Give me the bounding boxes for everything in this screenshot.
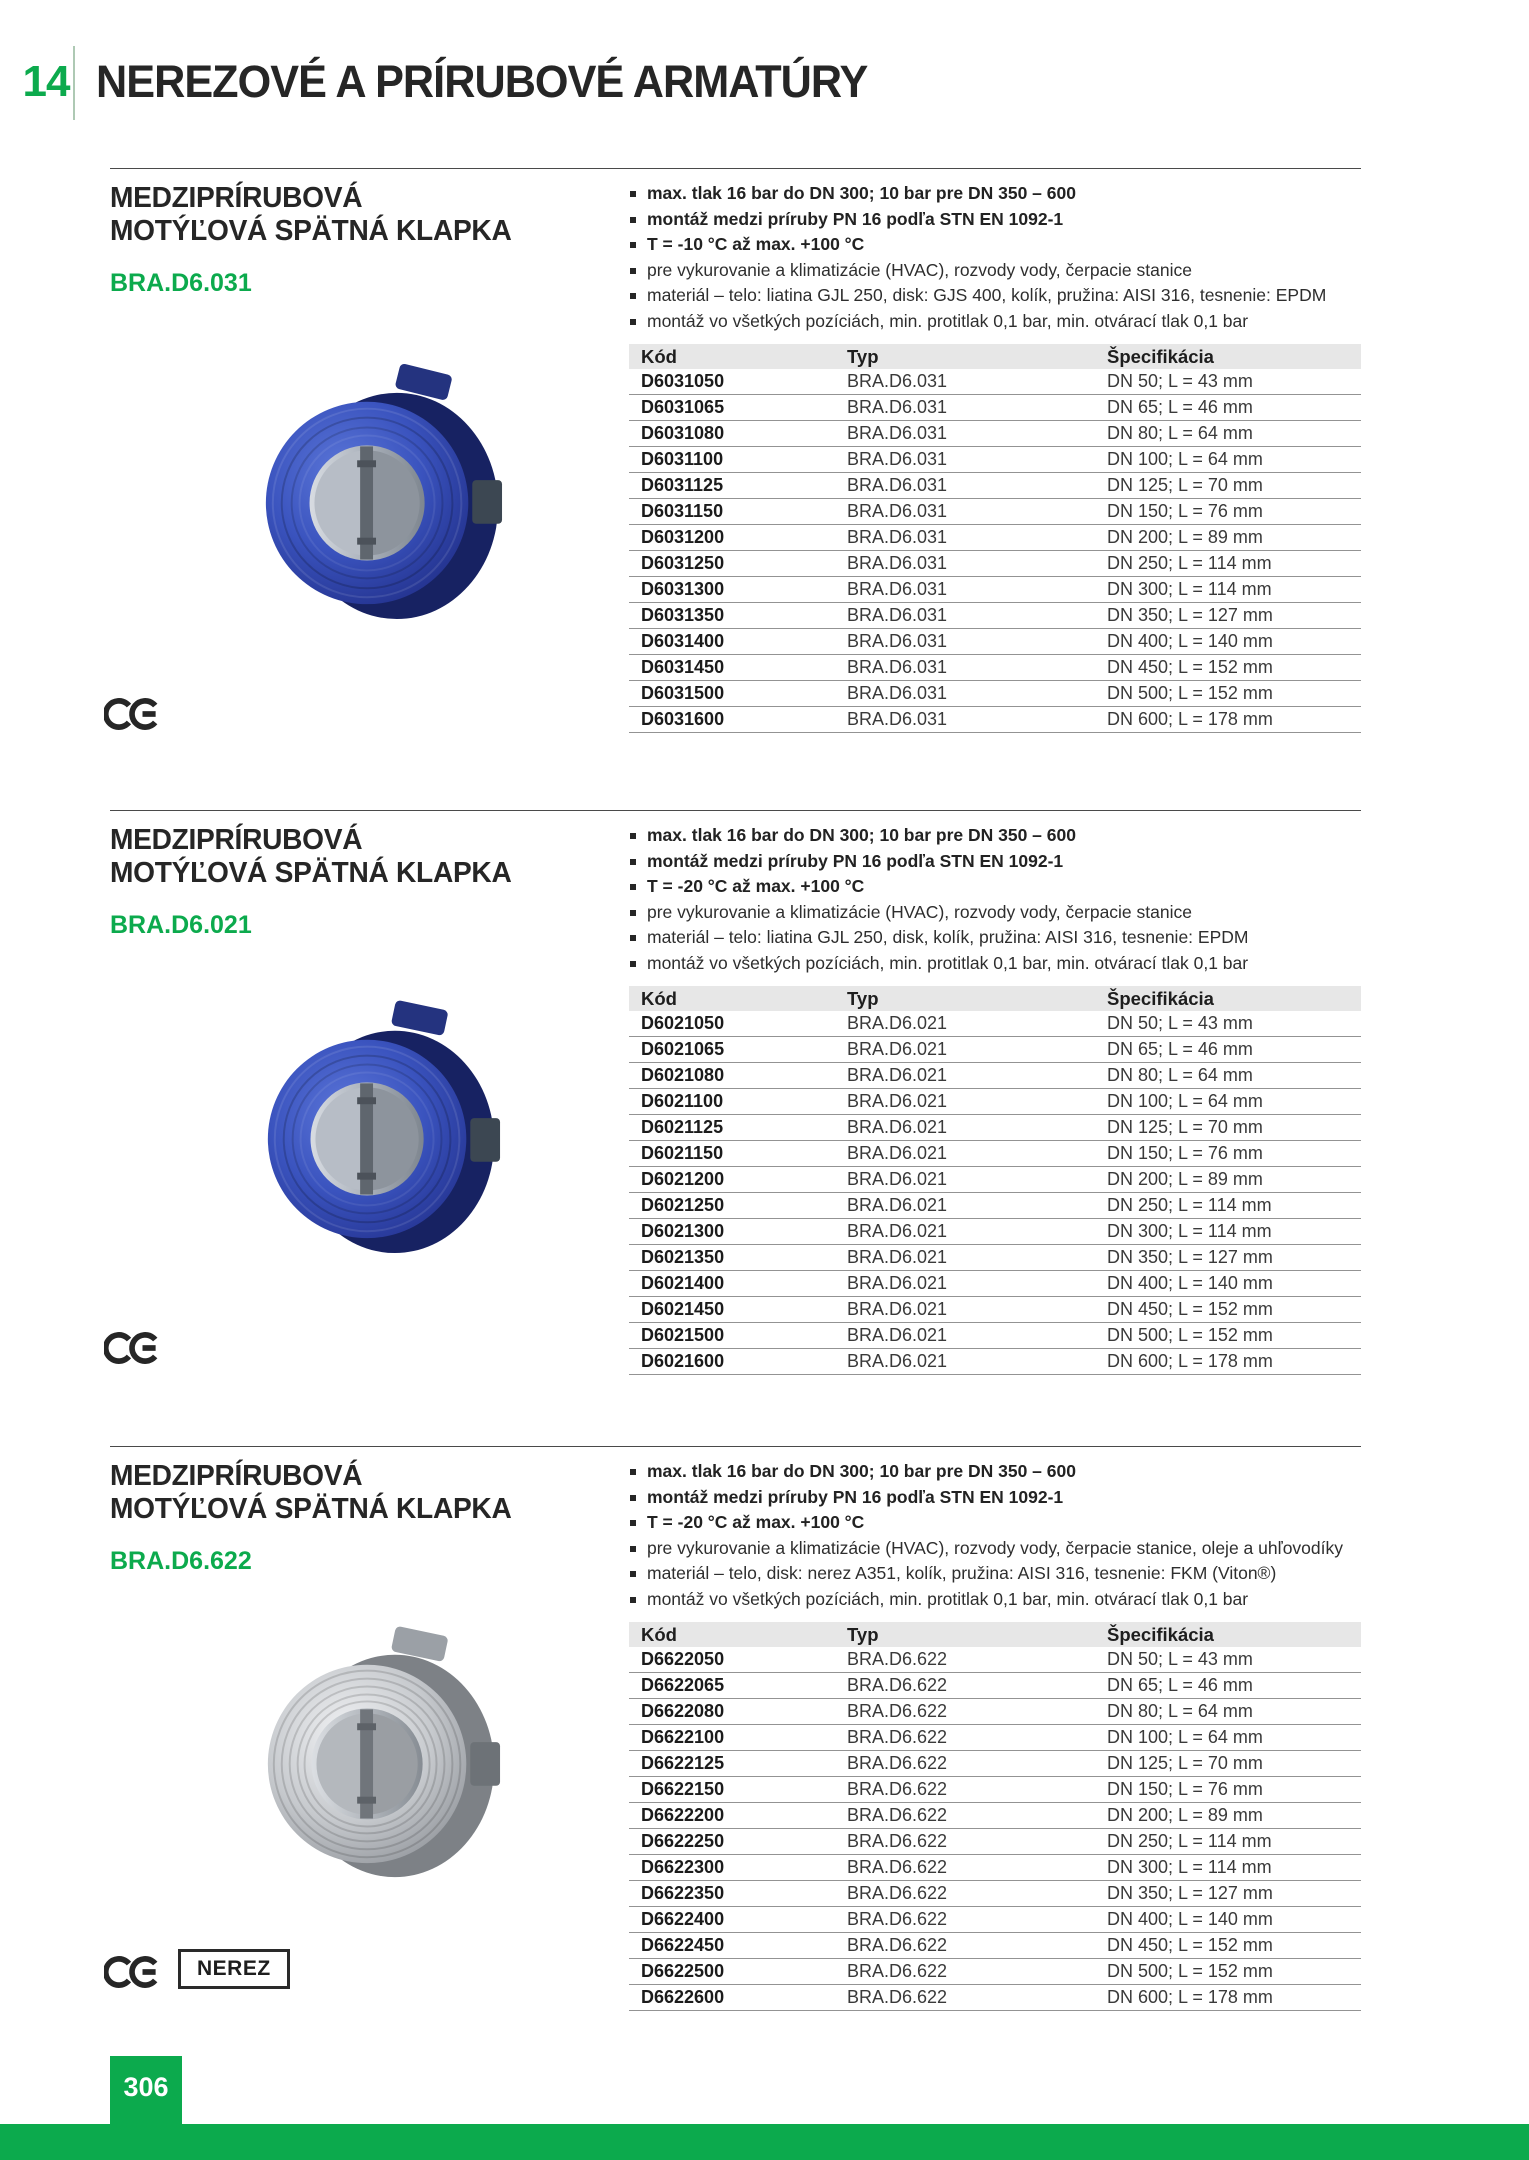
cell-specifikacia: DN 200; L = 89 mm (1107, 1167, 1361, 1193)
nerez-badge: NEREZ (178, 1949, 290, 1989)
cell-kod: D6021100 (629, 1089, 847, 1115)
cell-typ: BRA.D6.031 (847, 369, 1107, 395)
col-header-specifikacia: Špecifikácia (1107, 344, 1361, 369)
cell-kod: D6031050 (629, 369, 847, 395)
table-row (629, 655, 1361, 681)
product-title-line1: MEDZIPRÍRUBOVÁ (110, 824, 363, 856)
product-title-line2: MOTÝĽOVÁ SPÄTNÁ KLAPKA (110, 215, 512, 247)
cell-typ: BRA.D6.031 (847, 603, 1107, 629)
cell-specifikacia: DN 600; L = 178 mm (1107, 707, 1361, 733)
cell-typ: BRA.D6.021 (847, 1115, 1107, 1141)
cell-specifikacia: DN 450; L = 152 mm (1107, 1297, 1361, 1323)
cell-typ: BRA.D6.622 (847, 1907, 1107, 1933)
spec-bullet: montáž medzi príruby PN 16 podľa STN EN 1092-1 (647, 849, 1377, 875)
table-row (629, 1349, 1361, 1375)
product-section-2 (0, 810, 1529, 1446)
cell-typ: BRA.D6.622 (847, 1855, 1107, 1881)
cell-specifikacia: DN 450; L = 152 mm (1107, 1933, 1361, 1959)
spec-bullet: montáž medzi príruby PN 16 podľa STN EN 1092-1 (647, 1485, 1377, 1511)
cell-typ: BRA.D6.031 (847, 499, 1107, 525)
cell-specifikacia: DN 600; L = 178 mm (1107, 1985, 1361, 2011)
cell-typ: BRA.D6.021 (847, 1037, 1107, 1063)
product-title-line1: MEDZIPRÍRUBOVÁ (110, 182, 363, 214)
cell-kod: D6021300 (629, 1219, 847, 1245)
spec-bullet: materiál – telo: liatina GJL 250, disk, kolík, pružina: AISI 316, tesnenie: EPDM (647, 925, 1377, 951)
table-row (629, 499, 1361, 525)
cell-kod: D6031125 (629, 473, 847, 499)
cell-specifikacia: DN 80; L = 64 mm (1107, 421, 1361, 447)
cell-specifikacia: DN 250; L = 114 mm (1107, 551, 1361, 577)
cell-specifikacia: DN 65; L = 46 mm (1107, 1673, 1361, 1699)
table-row (629, 1011, 1361, 1037)
section-divider (110, 1446, 1361, 1447)
cell-specifikacia: DN 150; L = 76 mm (1107, 1141, 1361, 1167)
product-code: BRA.D6.622 (110, 1547, 252, 1575)
cell-specifikacia: DN 250; L = 114 mm (1107, 1193, 1361, 1219)
table-row (629, 1855, 1361, 1881)
table-row (629, 577, 1361, 603)
spec-bullet: materiál – telo: liatina GJL 250, disk: GJS 400, kolík, pružina: AISI 316, tesnenie: EPDM (647, 283, 1377, 309)
cell-specifikacia: DN 400; L = 140 mm (1107, 1907, 1361, 1933)
cell-typ: BRA.D6.031 (847, 681, 1107, 707)
cell-specifikacia: DN 500; L = 152 mm (1107, 681, 1361, 707)
cell-specifikacia: DN 100; L = 64 mm (1107, 1725, 1361, 1751)
table-header-row (629, 986, 1361, 1011)
col-header-kod: Kód (629, 1622, 847, 1647)
cell-specifikacia: DN 300; L = 114 mm (1107, 1855, 1361, 1881)
cell-kod: D6622050 (629, 1647, 847, 1673)
cell-typ: BRA.D6.021 (847, 1297, 1107, 1323)
product-table (629, 1622, 1361, 2011)
table-row (629, 1699, 1361, 1725)
cell-typ: BRA.D6.622 (847, 1751, 1107, 1777)
cell-kod: D6021050 (629, 1011, 847, 1037)
cell-kod: D6021600 (629, 1349, 847, 1375)
spec-bullet: max. tlak 16 bar do DN 300; 10 bar pre DN 350 – 600 (647, 1459, 1377, 1485)
table-row (629, 1933, 1361, 1959)
spec-bullet-list (629, 181, 1377, 335)
cell-kod: D6622450 (629, 1933, 847, 1959)
cell-kod: D6031300 (629, 577, 847, 603)
cell-specifikacia: DN 150; L = 76 mm (1107, 1777, 1361, 1803)
cell-specifikacia: DN 80; L = 64 mm (1107, 1063, 1361, 1089)
spec-bullet: pre vykurovanie a klimatizácie (HVAC), rozvody vody, čerpacie stanice (647, 258, 1377, 284)
cell-kod: D6021350 (629, 1245, 847, 1271)
cell-specifikacia: DN 350; L = 127 mm (1107, 1245, 1361, 1271)
table-row (629, 1673, 1361, 1699)
cell-specifikacia: DN 400; L = 140 mm (1107, 1271, 1361, 1297)
cell-kod: D6622200 (629, 1803, 847, 1829)
cell-typ: BRA.D6.622 (847, 1777, 1107, 1803)
spec-bullet-list (629, 1459, 1377, 1613)
table-row (629, 707, 1361, 733)
cell-typ: BRA.D6.622 (847, 1985, 1107, 2011)
cell-kod: D6031150 (629, 499, 847, 525)
table-row (629, 1985, 1361, 2011)
table-row (629, 1167, 1361, 1193)
cell-typ: BRA.D6.622 (847, 1959, 1107, 1985)
cell-typ: BRA.D6.622 (847, 1933, 1107, 1959)
cell-typ: BRA.D6.622 (847, 1699, 1107, 1725)
col-header-kod: Kód (629, 344, 847, 369)
spec-bullet: T = -20 °C až max. +100 °C (647, 874, 1377, 900)
page-number-tab: 306 (110, 2056, 182, 2124)
cell-specifikacia: DN 350; L = 127 mm (1107, 1881, 1361, 1907)
table-row (629, 603, 1361, 629)
table-row (629, 681, 1361, 707)
product-table (629, 986, 1361, 1375)
cell-typ: BRA.D6.622 (847, 1725, 1107, 1751)
cell-specifikacia: DN 250; L = 114 mm (1107, 1829, 1361, 1855)
table-row (629, 1245, 1361, 1271)
cell-typ: BRA.D6.021 (847, 1089, 1107, 1115)
cell-typ: BRA.D6.031 (847, 707, 1107, 733)
cell-typ: BRA.D6.031 (847, 473, 1107, 499)
cell-kod: D6031400 (629, 629, 847, 655)
cell-kod: D6021065 (629, 1037, 847, 1063)
cell-kod: D6622150 (629, 1777, 847, 1803)
cell-typ: BRA.D6.021 (847, 1245, 1107, 1271)
cell-specifikacia: DN 65; L = 46 mm (1107, 1037, 1361, 1063)
cell-typ: BRA.D6.622 (847, 1881, 1107, 1907)
table-row (629, 551, 1361, 577)
cell-kod: D6021450 (629, 1297, 847, 1323)
page-title: NEREZOVÉ A PRÍRUBOVÉ ARMATÚRY (96, 56, 868, 107)
table-row (629, 1063, 1361, 1089)
cell-typ: BRA.D6.021 (847, 1167, 1107, 1193)
footer-accent-bar (0, 2124, 1529, 2160)
cell-kod: D6021500 (629, 1323, 847, 1349)
table-row (629, 447, 1361, 473)
table-row (629, 1297, 1361, 1323)
product-photo-valve-blue (248, 358, 506, 638)
product-table (629, 344, 1361, 733)
cell-typ: BRA.D6.031 (847, 447, 1107, 473)
cell-kod: D6622400 (629, 1907, 847, 1933)
table-row (629, 1777, 1361, 1803)
cell-kod: D6021125 (629, 1115, 847, 1141)
spec-bullet: T = -10 °C až max. +100 °C (647, 232, 1377, 258)
cell-typ: BRA.D6.021 (847, 1063, 1107, 1089)
table-row (629, 395, 1361, 421)
cell-specifikacia: DN 300; L = 114 mm (1107, 577, 1361, 603)
cell-kod: D6021400 (629, 1271, 847, 1297)
spec-bullet: montáž vo všetkých pozíciách, min. protitlak 0,1 bar, min. otvárací tlak 0,1 bar (647, 951, 1377, 977)
table-row (629, 1037, 1361, 1063)
cell-specifikacia: DN 100; L = 64 mm (1107, 1089, 1361, 1115)
table-row (629, 1219, 1361, 1245)
cell-specifikacia: DN 100; L = 64 mm (1107, 447, 1361, 473)
cell-specifikacia: DN 125; L = 70 mm (1107, 473, 1361, 499)
table-row (629, 525, 1361, 551)
table-row (629, 421, 1361, 447)
cell-specifikacia: DN 500; L = 152 mm (1107, 1959, 1361, 1985)
spec-bullet: materiál – telo, disk: nerez A351, kolík, pružina: AISI 316, tesnenie: FKM (Viton®) (647, 1561, 1377, 1587)
cell-kod: D6622065 (629, 1673, 847, 1699)
cell-specifikacia: DN 200; L = 89 mm (1107, 1803, 1361, 1829)
table-row (629, 1751, 1361, 1777)
cell-kod: D6031500 (629, 681, 847, 707)
ce-mark-icon (104, 1954, 160, 1990)
cell-specifikacia: DN 125; L = 70 mm (1107, 1115, 1361, 1141)
spec-bullet: montáž vo všetkých pozíciách, min. protitlak 0,1 bar, min. otvárací tlak 0,1 bar (647, 1587, 1377, 1613)
table-row (629, 1907, 1361, 1933)
col-header-kod: Kód (629, 986, 847, 1011)
table-header-row (629, 1622, 1361, 1647)
cell-kod: D6622100 (629, 1725, 847, 1751)
cell-typ: BRA.D6.622 (847, 1673, 1107, 1699)
cell-kod: D6031100 (629, 447, 847, 473)
cell-typ: BRA.D6.031 (847, 525, 1107, 551)
col-header-typ: Typ (847, 1622, 1107, 1647)
cell-kod: D6031200 (629, 525, 847, 551)
cell-typ: BRA.D6.021 (847, 1349, 1107, 1375)
cell-typ: BRA.D6.622 (847, 1829, 1107, 1855)
cell-kod: D6021250 (629, 1193, 847, 1219)
table-row (629, 629, 1361, 655)
table-row (629, 1881, 1361, 1907)
cell-specifikacia: DN 200; L = 89 mm (1107, 525, 1361, 551)
cell-kod: D6031250 (629, 551, 847, 577)
cell-typ: BRA.D6.031 (847, 629, 1107, 655)
cell-kod: D6031450 (629, 655, 847, 681)
col-header-typ: Typ (847, 986, 1107, 1011)
cell-specifikacia: DN 400; L = 140 mm (1107, 629, 1361, 655)
product-title-line2: MOTÝĽOVÁ SPÄTNÁ KLAPKA (110, 857, 512, 889)
spec-bullet-list (629, 823, 1377, 977)
table-row (629, 1803, 1361, 1829)
cell-specifikacia: DN 150; L = 76 mm (1107, 499, 1361, 525)
cell-typ: BRA.D6.622 (847, 1803, 1107, 1829)
cell-typ: BRA.D6.021 (847, 1219, 1107, 1245)
ce-mark-icon (104, 696, 160, 732)
table-row (629, 369, 1361, 395)
cell-kod: D6622300 (629, 1855, 847, 1881)
table-row (629, 1647, 1361, 1673)
cell-typ: BRA.D6.031 (847, 577, 1107, 603)
table-row (629, 1115, 1361, 1141)
cell-kod: D6021200 (629, 1167, 847, 1193)
cell-kod: D6031600 (629, 707, 847, 733)
product-title (110, 182, 511, 248)
spec-bullet: pre vykurovanie a klimatizácie (HVAC), rozvody vody, čerpacie stanice, oleje a uhľovodíky (647, 1536, 1377, 1562)
cell-typ: BRA.D6.021 (847, 1011, 1107, 1037)
cell-kod: D6031065 (629, 395, 847, 421)
chapter-number: 14 (22, 57, 70, 106)
cell-kod: D6021150 (629, 1141, 847, 1167)
cell-specifikacia: DN 65; L = 46 mm (1107, 395, 1361, 421)
section-divider (110, 810, 1361, 811)
product-code: BRA.D6.031 (110, 269, 252, 297)
cell-typ: BRA.D6.021 (847, 1141, 1107, 1167)
cell-kod: D6031350 (629, 603, 847, 629)
cell-kod: D6622250 (629, 1829, 847, 1855)
product-photo-valve-blue (248, 992, 506, 1272)
table-row (629, 1323, 1361, 1349)
cell-specifikacia: DN 350; L = 127 mm (1107, 603, 1361, 629)
product-section-1 (0, 168, 1529, 810)
cell-kod: D6622080 (629, 1699, 847, 1725)
col-header-specifikacia: Špecifikácia (1107, 1622, 1361, 1647)
table-row (629, 1829, 1361, 1855)
cell-kod: D6031080 (629, 421, 847, 447)
cell-typ: BRA.D6.622 (847, 1647, 1107, 1673)
table-row (629, 1725, 1361, 1751)
table-row (629, 1959, 1361, 1985)
spec-bullet: max. tlak 16 bar do DN 300; 10 bar pre DN 350 – 600 (647, 823, 1377, 849)
product-code: BRA.D6.021 (110, 911, 252, 939)
cell-typ: BRA.D6.031 (847, 395, 1107, 421)
cell-specifikacia: DN 125; L = 70 mm (1107, 1751, 1361, 1777)
header-divider (73, 46, 75, 120)
cell-typ: BRA.D6.021 (847, 1193, 1107, 1219)
cell-specifikacia: DN 50; L = 43 mm (1107, 1647, 1361, 1673)
cell-typ: BRA.D6.031 (847, 655, 1107, 681)
table-row (629, 1141, 1361, 1167)
ce-mark-icon (104, 1330, 160, 1366)
cell-typ: BRA.D6.031 (847, 421, 1107, 447)
product-title (110, 824, 511, 890)
table-header-row (629, 344, 1361, 369)
cell-kod: D6622600 (629, 1985, 847, 2011)
table-row (629, 473, 1361, 499)
cell-specifikacia: DN 50; L = 43 mm (1107, 369, 1361, 395)
cell-specifikacia: DN 80; L = 64 mm (1107, 1699, 1361, 1725)
cell-kod: D6622500 (629, 1959, 847, 1985)
section-divider (110, 168, 1361, 169)
spec-bullet: montáž medzi príruby PN 16 podľa STN EN 1092-1 (647, 207, 1377, 233)
table-row (629, 1193, 1361, 1219)
product-title-line1: MEDZIPRÍRUBOVÁ (110, 1460, 363, 1492)
product-photo-valve-stainless (248, 1618, 506, 1898)
cell-typ: BRA.D6.031 (847, 551, 1107, 577)
cell-specifikacia: DN 600; L = 178 mm (1107, 1349, 1361, 1375)
cell-specifikacia: DN 500; L = 152 mm (1107, 1323, 1361, 1349)
spec-bullet: max. tlak 16 bar do DN 300; 10 bar pre DN 350 – 600 (647, 181, 1377, 207)
cell-kod: D6021080 (629, 1063, 847, 1089)
cell-typ: BRA.D6.021 (847, 1271, 1107, 1297)
cell-specifikacia: DN 300; L = 114 mm (1107, 1219, 1361, 1245)
spec-bullet: montáž vo všetkých pozíciách, min. protitlak 0,1 bar, min. otvárací tlak 0,1 bar (647, 309, 1377, 335)
spec-bullet: T = -20 °C až max. +100 °C (647, 1510, 1377, 1536)
cell-kod: D6622350 (629, 1881, 847, 1907)
table-row (629, 1271, 1361, 1297)
product-section-3 (0, 1446, 1529, 2146)
spec-bullet: pre vykurovanie a klimatizácie (HVAC), rozvody vody, čerpacie stanice (647, 900, 1377, 926)
product-title (110, 1460, 511, 1526)
cell-specifikacia: DN 450; L = 152 mm (1107, 655, 1361, 681)
col-header-specifikacia: Špecifikácia (1107, 986, 1361, 1011)
cell-kod: D6622125 (629, 1751, 847, 1777)
product-title-line2: MOTÝĽOVÁ SPÄTNÁ KLAPKA (110, 1493, 512, 1525)
table-row (629, 1089, 1361, 1115)
cell-specifikacia: DN 50; L = 43 mm (1107, 1011, 1361, 1037)
col-header-typ: Typ (847, 344, 1107, 369)
cell-typ: BRA.D6.021 (847, 1323, 1107, 1349)
